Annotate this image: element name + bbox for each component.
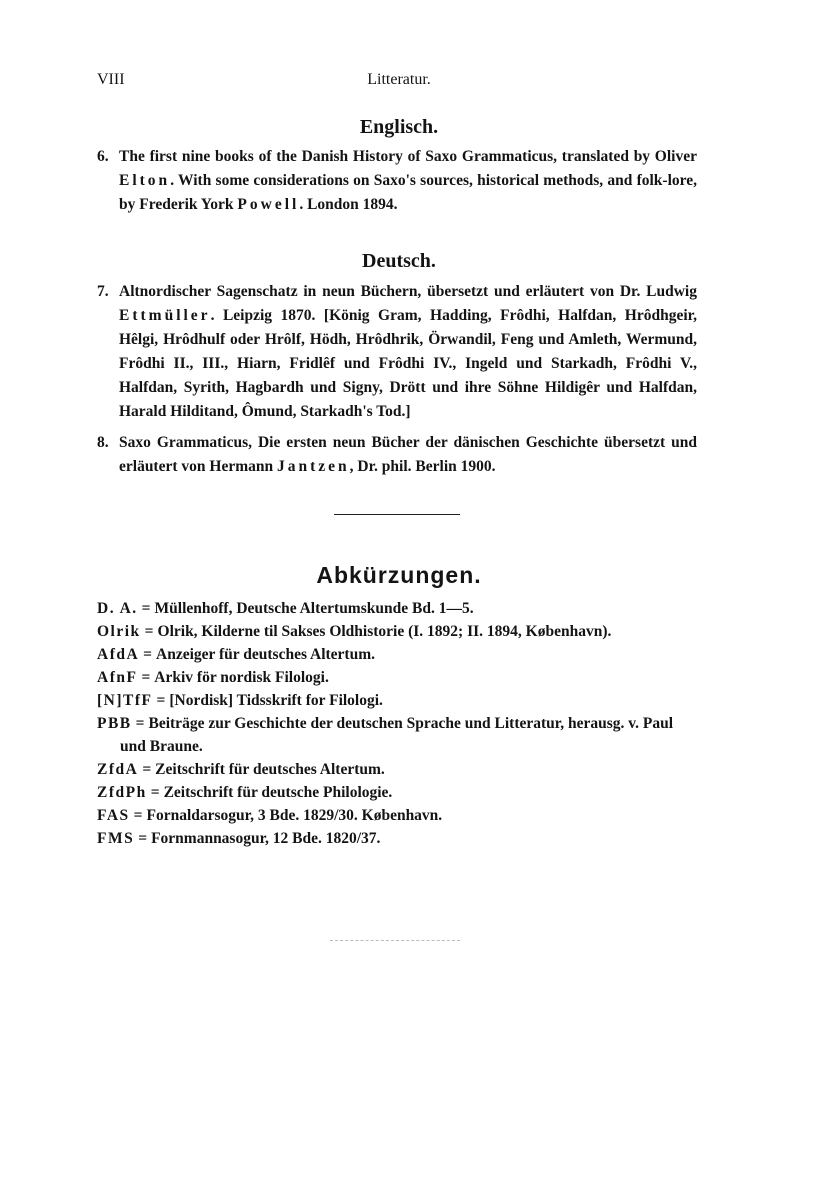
abbreviation-row [97,666,701,689]
equals-sign: = [143,646,153,663]
abbreviation-value: Zeitschrift für deutsches Altertum. [155,761,385,778]
bibliography-entry-6 [97,145,697,217]
entry-number: 6. [97,148,109,165]
abbreviation-key: [N]TfF [97,692,153,709]
running-title: Litteratur. [367,71,431,88]
abbreviation-key: D. A. [97,600,138,617]
abbreviations-list [97,597,701,850]
abbreviation-value: Fornmannasogur, 12 Bde. 1820/37. [151,830,381,847]
abbreviation-row [97,804,701,827]
footer-ornament [330,940,460,941]
equals-sign: = [133,807,143,824]
equals-sign: = [142,761,152,778]
abbreviation-row [97,643,701,666]
equals-sign: = [138,830,148,847]
abbreviation-row [97,827,701,850]
page-header [97,71,701,95]
entry-text: Altnordischer Sagenschatz in neun Büchern, übersetzt und erläutert von Dr. Ludwig Ettmüller. Leipzig 1870. [König Gram, Hadding, Frôdhi, Halfdan, Hrôdhgeir, Hêlgi, Hrôdhulf oder Hrôlf, Hödh, Hrôdhrik, Örwandil, Feng und Amleth, Wermund, Frôdhi II., III., Hiarn, Fridlêf und Frôdhi IV., Ingeld und Starkadh, Frôdhi V., Halfdan, Syrith, Hagbardh und Signy, Drött und ihre Söhne Hildigêr und Halfdan, Harald Hilditand, Ômund, Starkadh's Tod.] [119,283,697,420]
entry-text: Saxo Grammaticus, Die ersten neun Bücher der dänischen Geschichte übersetzt und erläutert von Hermann Jantzen, Dr. phil. Berlin 1900. [119,434,697,475]
abbreviation-value: Anzeiger für deutsches Altertum. [156,646,375,663]
abbreviation-value: Arkiv för nordisk Filologi. [154,669,329,686]
entry-number: 7. [97,283,109,300]
equals-sign: = [135,715,145,732]
abbreviation-value: Fornaldarsogur, 3 Bde. 1829/30. København. [146,807,443,824]
abbreviation-value: Zeitschrift für deutsche Philologie. [163,784,393,801]
entry-text: The first nine books of the Danish History of Saxo Grammaticus, translated by Oliver Elton. With some considerations on Saxo's sources, historical methods, and folk-lore, by Frederik York Powell. London 1894. [119,148,697,213]
abbreviation-value: Müllenhoff, Deutsche Altertumskunde Bd. 1—5. [154,600,474,617]
abbreviation-key: PBB [97,715,132,732]
abbreviation-key: FAS [97,807,130,824]
author-name: Ettmüller [119,307,211,324]
section-heading-german: Deutsch. [362,250,436,272]
abbreviation-value: [Nordisk] Tidsskrift for Filologi. [169,692,383,709]
abbreviation-row [97,620,701,643]
bibliography-entry-8 [97,431,697,479]
author-name: Powell [237,196,300,213]
abbreviation-key: Olrik [97,623,141,640]
entry-number: 8. [97,434,109,451]
abbreviation-key: AfdA [97,646,140,663]
abbreviation-row [97,712,701,758]
section-divider [334,514,460,515]
equals-sign: = [141,669,151,686]
equals-sign: = [150,784,160,801]
section-heading-english: Englisch. [359,116,439,138]
abbreviation-key: AfnF [97,669,138,686]
page-number: VIII [97,71,125,88]
abbreviation-key: ZfdPh [97,784,147,801]
equals-sign: = [144,623,154,640]
author-name: Jantzen [276,458,350,475]
abbreviation-value: Beiträge zur Geschichte der deutschen Sprache und Litteratur, herausg. v. Paul und Braune. [120,715,674,755]
abbreviation-key: FMS [97,830,135,847]
abbreviation-row [97,758,701,781]
abbreviation-row [97,781,701,804]
equals-sign: = [141,600,151,617]
author-name: Elton [119,172,171,189]
abbreviation-value: Olrik, Kilderne til Sakses Oldhistorie (I. 1892; II. 1894, København). [157,623,612,640]
bibliography-entry-7 [97,280,697,424]
abbreviation-row [97,689,701,712]
abbreviations-heading: Abkürzungen. [316,562,482,588]
equals-sign: = [156,692,166,709]
abbreviation-row [97,597,701,620]
abbreviation-key: ZfdA [97,761,139,778]
